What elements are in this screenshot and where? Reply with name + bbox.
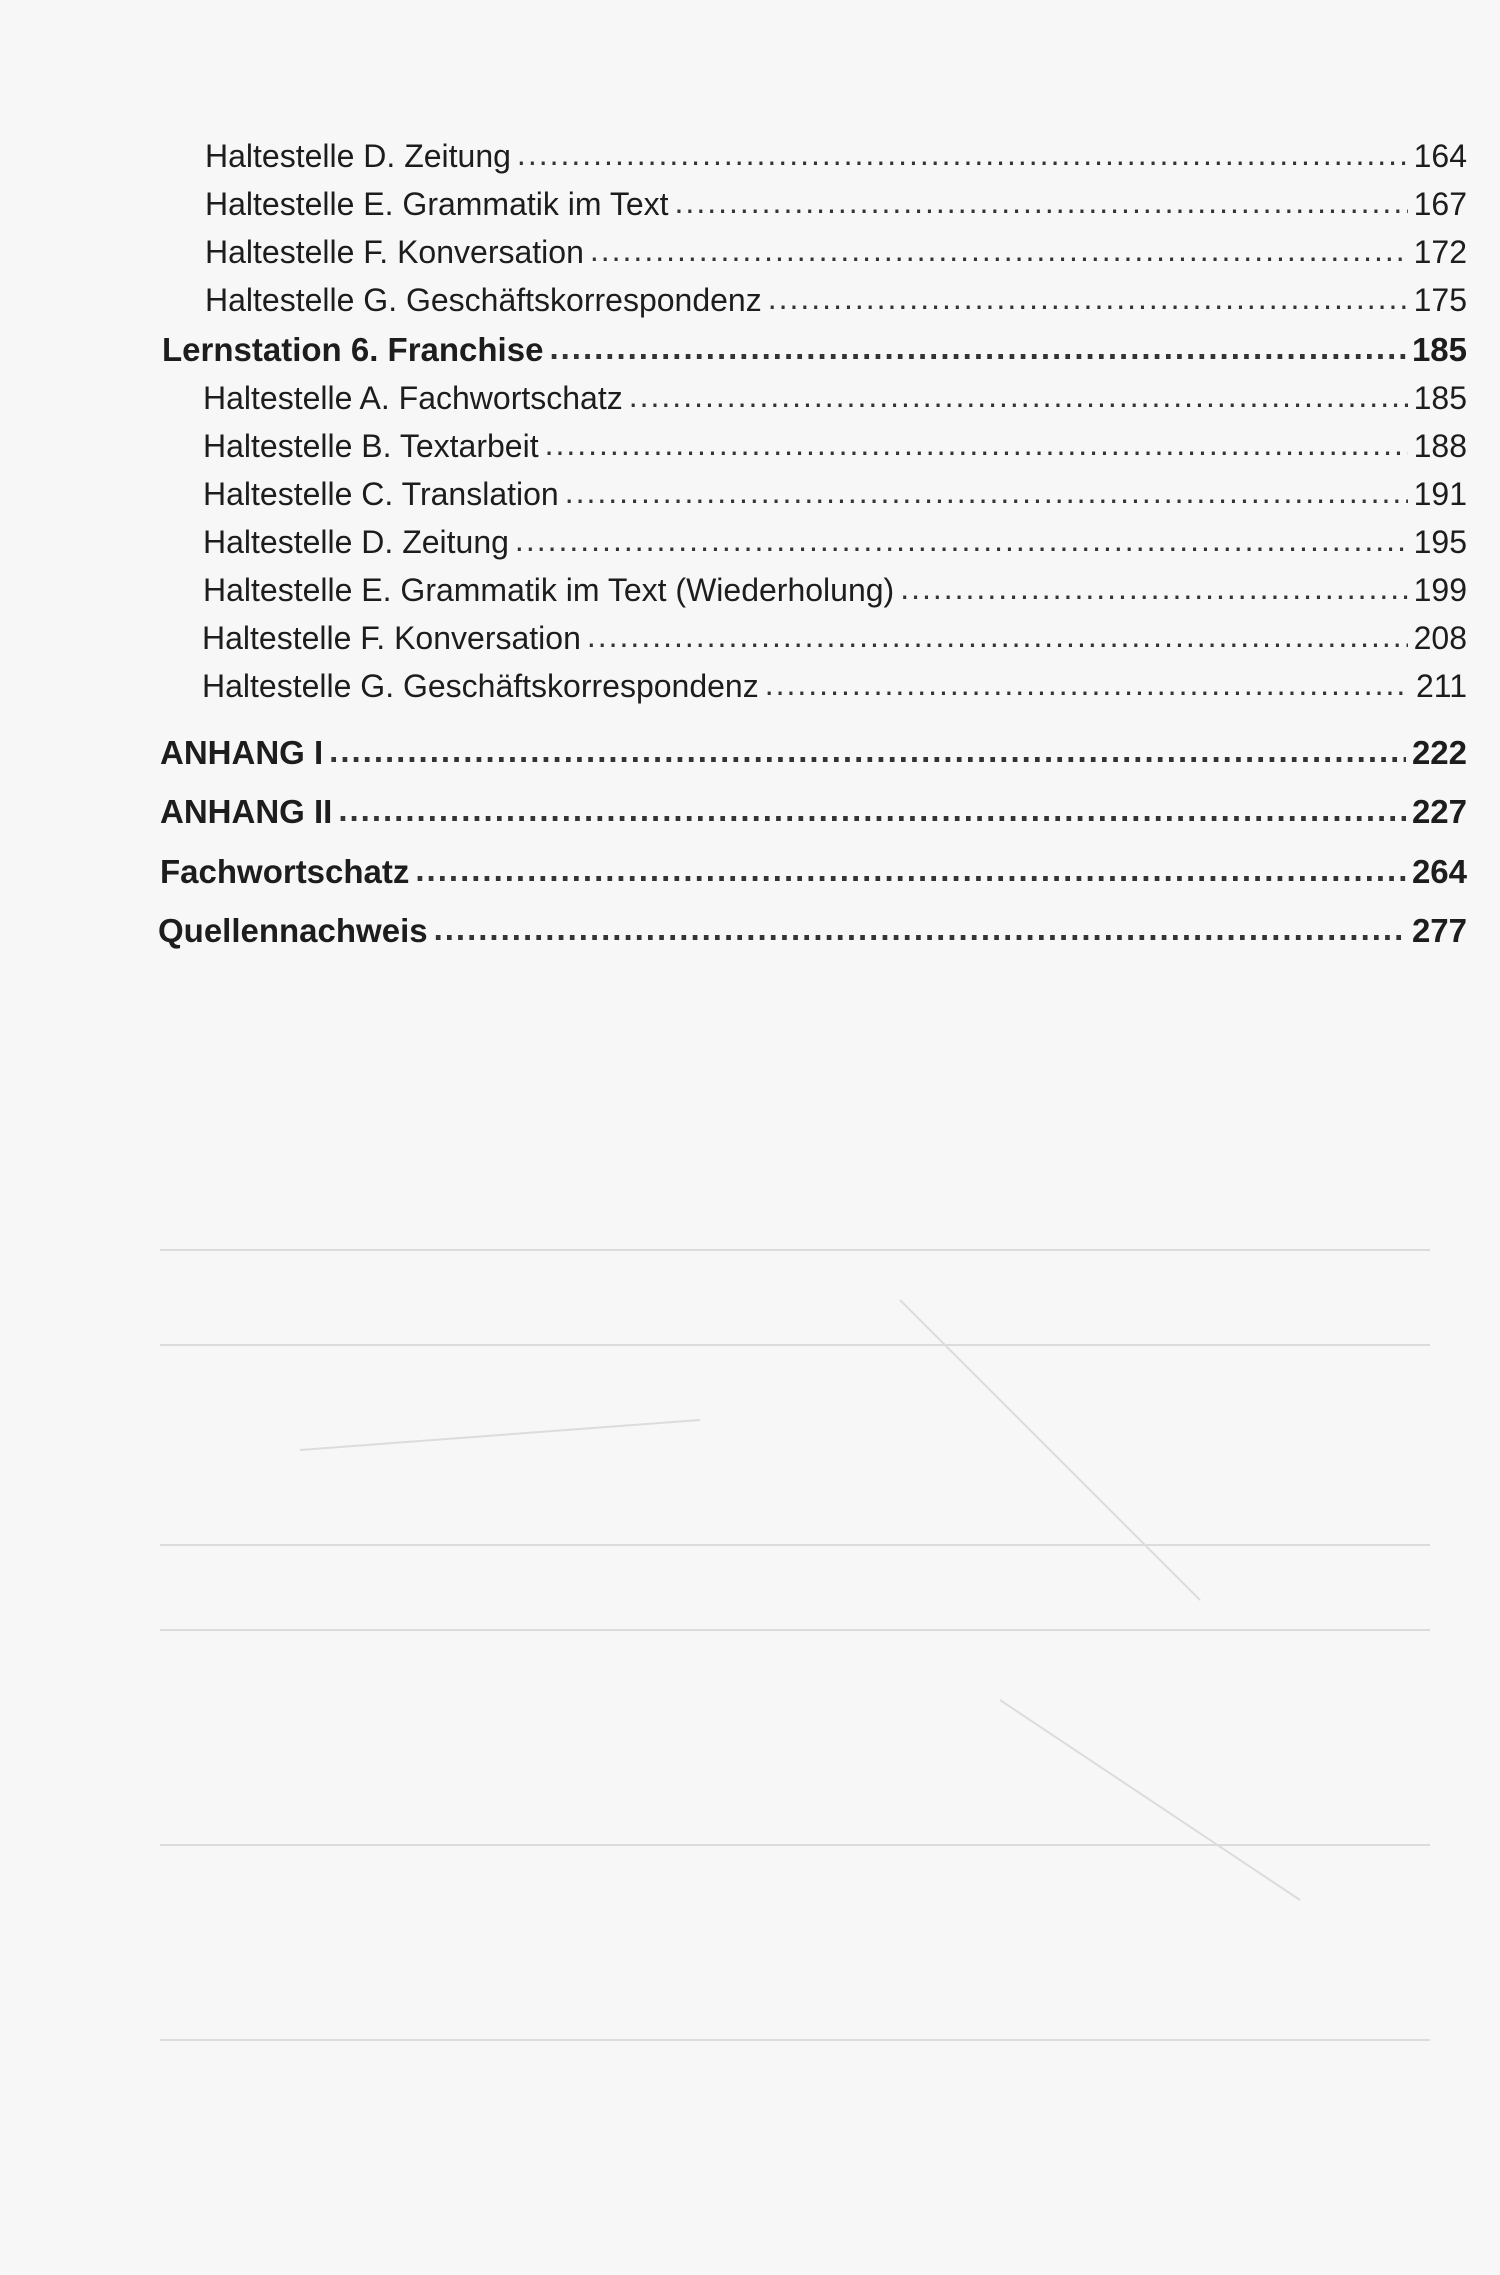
toc-entry-page: 185	[1413, 380, 1467, 416]
toc-entry-page: 175	[1413, 282, 1467, 318]
toc-entry-title: Haltestelle G. Geschäftskorrespondenz	[205, 282, 762, 318]
dot-leader	[415, 851, 1406, 889]
toc-entry-page: 222	[1411, 734, 1467, 771]
toc-chapter-entry[interactable]	[160, 793, 1467, 841]
dot-leader	[545, 426, 1408, 463]
toc-entry-page: 164	[1413, 138, 1467, 174]
dot-leader	[587, 618, 1408, 655]
toc-entry-page: 188	[1413, 428, 1467, 464]
toc-entry[interactable]	[203, 524, 1467, 572]
toc-entry[interactable]	[202, 620, 1467, 668]
toc-entry-title: Haltestelle F. Konversation	[202, 620, 581, 656]
toc-entry-page: 211	[1415, 668, 1467, 704]
dot-leader	[515, 522, 1408, 559]
toc-entry-title: Haltestelle F. Konversation	[205, 234, 584, 270]
toc-entry-title: ANHANG II	[160, 793, 333, 830]
toc-entry-title: Haltestelle D. Zeitung	[205, 138, 511, 174]
dot-leader	[434, 910, 1406, 948]
toc-entry-page: 277	[1411, 912, 1467, 949]
toc-entry-title: ANHANG I	[160, 734, 324, 771]
toc-chapter-entry[interactable]	[160, 734, 1467, 782]
dot-leader	[768, 280, 1408, 317]
toc-chapter-entry[interactable]	[162, 331, 1467, 379]
toc-entry-title: Haltestelle C. Translation	[203, 476, 559, 512]
toc-entry-title: Haltestelle G. Geschäftskorrespondenz	[202, 668, 759, 704]
dot-leader	[338, 791, 1406, 829]
dot-leader	[590, 232, 1408, 269]
toc-entry[interactable]	[205, 282, 1467, 330]
toc-entry-page: 185	[1411, 331, 1467, 368]
toc-entry-page: 227	[1411, 793, 1467, 830]
toc-entry-page: 191	[1413, 476, 1467, 512]
toc-entry[interactable]	[203, 428, 1467, 476]
dot-leader	[517, 136, 1408, 173]
toc-chapter-entry[interactable]	[158, 912, 1467, 960]
dot-leader	[765, 666, 1410, 703]
dot-leader	[675, 184, 1408, 221]
dot-leader	[629, 378, 1408, 415]
toc-entry-title: Haltestelle B. Textarbeit	[203, 428, 539, 464]
toc-chapter-entry[interactable]	[160, 853, 1467, 901]
toc-entry-page: 264	[1411, 853, 1467, 890]
toc-entry-title: Fachwortschatz	[160, 853, 410, 890]
dot-leader	[549, 329, 1406, 367]
toc-entry-title: Haltestelle A. Fachwortschatz	[203, 380, 623, 416]
toc-entry[interactable]	[202, 668, 1467, 716]
toc-entry[interactable]	[203, 572, 1467, 620]
dot-leader	[900, 570, 1407, 607]
toc-entry-page: 195	[1413, 524, 1467, 560]
dot-leader	[565, 474, 1408, 511]
toc-entry[interactable]	[205, 138, 1467, 186]
toc-entry[interactable]	[205, 234, 1467, 282]
toc-entry-page: 167	[1413, 186, 1467, 222]
toc-entry-page: 172	[1413, 234, 1467, 270]
toc-entry[interactable]	[203, 380, 1467, 428]
toc-entry-title: Haltestelle E. Grammatik im Text	[205, 186, 669, 222]
toc-entry-page: 208	[1413, 620, 1467, 656]
toc-entry-title: Haltestelle D. Zeitung	[203, 524, 509, 560]
toc-entry-page: 199	[1413, 572, 1467, 608]
toc-entry-title: Lernstation 6. Franchise	[162, 331, 544, 368]
toc-entry-title: Quellennachweis	[158, 912, 428, 949]
toc-entry-title: Haltestelle E. Grammatik im Text (Wiederholung)	[203, 572, 895, 608]
dot-leader	[329, 732, 1406, 770]
toc-entry[interactable]	[205, 186, 1467, 234]
toc-entry[interactable]	[203, 476, 1467, 524]
